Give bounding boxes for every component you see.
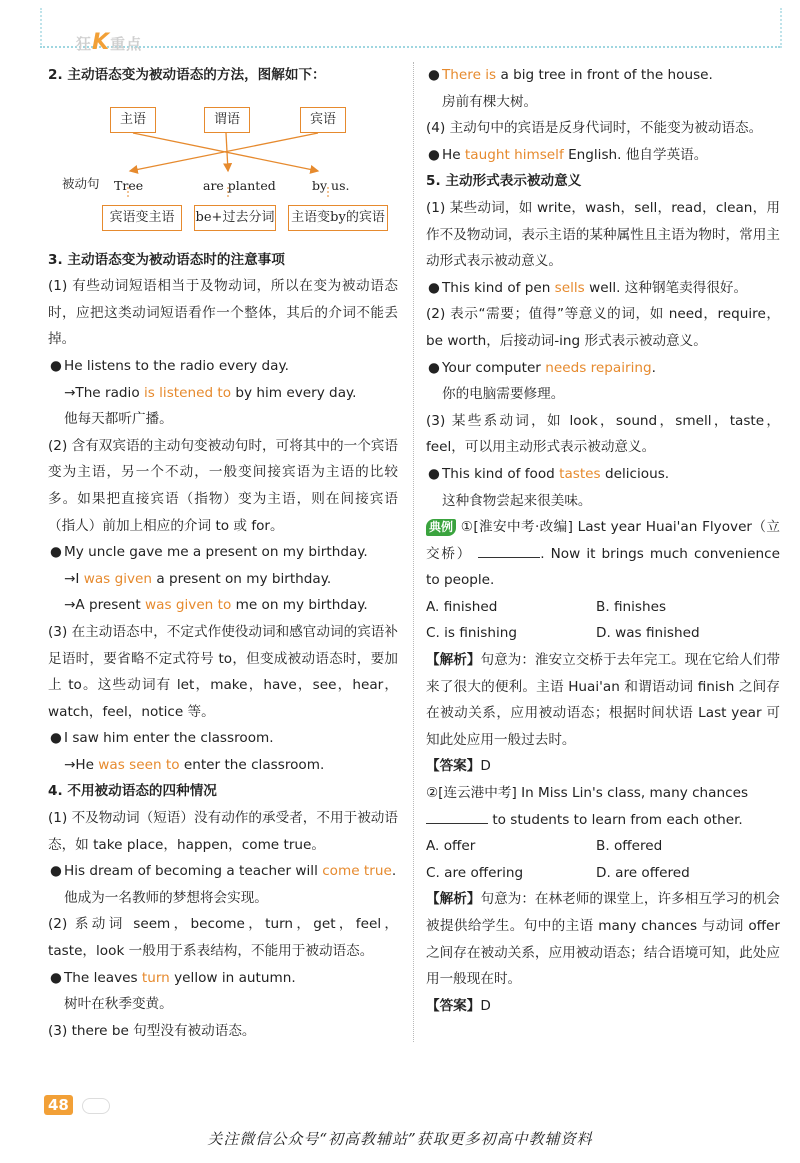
row-word-byus: by us.: [312, 177, 350, 193]
row-word-planted: are planted: [203, 177, 276, 193]
right-column: ● There is a big tree in front of the house. 房前有棵大树。 (4) 主动句中的宾语是反身代词时，不能变为被动语态。 ● He taught himself English. 他自学英语。 5. 主动形式表示被动意义 (1) 某些动词，如 write，wash，sell，read，clean，用作不及物动词，表示主语的某种属性且主语为物时，常用主动形式表示被动意义。 ● This kind of pen sells well. 这种钢笔卖得很好。 (2) 表示“需要；值得”等意义的词，如 need，require，be worth，后接动词-ing 形式表示被动意义。 ● Your computer needs repairing. 你的电脑需要修理。 (3) 某些系动词，如 look，sound，smell，taste，feel，可以用主动形式表示被动意义。 ● This kind of food tastes delicious. 这种食物尝起来很美味。 典例 ①[淮安中考·改编] Last year Huai'an Flyover（立交桥） . Now it brings much convenience to people. A. finished B. finishes C. is finishing D. was finished 【解析】句意为：淮安立交桥于去年完工。现在它给人们带来了很大的便利。主语 Huai'an 和谓语动词 finish 之间存在被动关系，应用被动语态；根据时间状语 Last year 可知此处应用一般过去时。 【答案】D ②[连云港中考] In Miss Lin's class, many chances to students to learn from each other. A. offer B. offered C. are offering D. are offered 【解析】句意为：在林老师的课堂上，许多相互学习的机会被提供给学生。句中的主语 many chances 与动词 offer 之间存在被动关系，应用被动语态；结合语境可知，此处应用一般现在时。 【答案】D: [426, 62, 780, 1019]
answer-blank: [478, 543, 540, 558]
note-4: (1) 不及物动词（短语）没有动作的承受者，不用于被动语态，如 take place，happen，come true。: [48, 810, 398, 853]
row-word-tree: Tree: [114, 177, 144, 193]
question-2-analysis: 【解析】句意为：在林老师的课堂上，许多相互学习的机会被提供给学生。句中的主语 many chances 与动词 offer 之间存在被动关系，应用被动语态；结合语境可知，此处应用一般现在时。: [426, 891, 781, 988]
example-2: ● My uncle gave me a present on my birthday.: [50, 544, 368, 561]
example-10: ● This kind of food tastes delicious.: [428, 465, 670, 482]
answer-blank: [426, 809, 488, 824]
row-label: 被动句: [62, 175, 100, 191]
box-be-past-participle: be+过去分词: [194, 205, 276, 231]
column-divider: [413, 62, 414, 1042]
box-predicate: 谓语: [204, 107, 250, 133]
question-1-analysis: 【解析】句意为：淮安立交桥于去年完工。现在它给人们带来了很大的便利。主语 Huai'an 和谓语动词 finish 之间存在被动关系，应用被动语态；根据时间状语 Last year 可知此处应用一般过去时。: [426, 652, 781, 748]
section-5-title: 5. 主动形式表示被动意义: [426, 173, 582, 190]
note-9: (2) 表示“需要；值得”等意义的词，如 need，require，be worth，后接动词-ing 形式表示被动意义。: [426, 306, 780, 349]
left-column: 2. 主动语态变为被动语态的方法，图解如下： 主语 谓语 宾语 被动句 Tree are planted by us. 宾语变主语 be+过去分词 主语变by的宾语 3. 主动语态变为被动语态时的注意事项 (1) 有些动词短语相当于及物动词，所以在变为被动语态时，应把这类动词短语看作一个整体，其后的介词不能丢掉。 ● He listens to the radio every day. →The radio is listened to by him every day. 他每天都听广播。 (2) 含有双宾语的主动句变被动句时，可将其中的一个宾语变为主语，另一个不动，一般变间接宾语为主语的比较多。如果把直接宾语（指物）变为主语，则在间接宾语（指人）前加上相应的介词 to 或 for。 ● My uncle gave me a present on my birthday. →I was given a present on my birthday. →A present was given to me on my birthday. (3) 在主动语态中，不定式作使役动词和感官动词的宾语补足语时，要省略不定式符号 to，但变成被动语态时，要加上 to。这些动词有 let，make，have，see，hear，watch，feel，notice 等。 ● I saw him enter the classroom. →He was seen to enter the classroom. 4. 不用被动语态的四种情况 (1) 不及物动词（短语）没有动作的承受者，不用于被动语态，如 take place，happen，come true。 ● His dream of becoming a teacher will come true. 他成为一名教师的梦想将会实现。 (2) 系动词 seem，become，turn，get，feel，taste，look 一般用于系表结构，不能用于被动语态。 ● The leaves turn yellow in autumn. 树叶在秋季变黄。 (3) there be 句型没有被动语态。: [48, 62, 398, 1044]
section-4-title: 4. 不用被动语态的四种情况: [48, 783, 217, 800]
question-1-options: A. finished B. finishes: [426, 598, 667, 615]
example-8: ● This kind of pen sells well. 这种钢笔卖得很好。: [428, 279, 748, 296]
note-7: (4) 主动句中的宾语是反身代词时，不能变为被动语态。: [426, 120, 763, 137]
example-4: ● His dream of becoming a teacher will come true.: [50, 863, 397, 880]
box-subject: 主语: [110, 107, 156, 133]
note-5: (2) 系动词 seem，become，turn，get，feel，taste，look 一般用于系表结构，不能用于被动语态。: [48, 916, 398, 960]
note-3: (3) 在主动语态中，不定式作使役动词和感官动词的宾语补足语时，要省略不定式符号 to，但变成被动语态时，要加上 to。这些动词有 let，make，have，see，hear，watch，feel，notice 等。: [48, 623, 398, 720]
logo: 狂K重点: [76, 30, 143, 55]
note-6: (3) there be 句型没有被动语态。: [48, 1022, 256, 1039]
note-8: (1) 某些动词，如 write，wash，sell，read，clean，用作不及物动词，表示主语的某种属性且主语为物时，常用主动形式表示被动意义。: [426, 199, 780, 270]
question-2-options: A. offer B. offered: [426, 838, 663, 855]
page-ornament-icon: [82, 1098, 110, 1114]
note-1: (1) 有些动词短语相当于及物动词，所以在变为被动语态时，应把这类动词短语看作一个整体，其后的介词不能丢掉。: [48, 278, 398, 348]
example-5: ● The leaves turn yellow in autumn.: [50, 969, 296, 986]
box-subject-to-by-object: 主语变by的宾语: [288, 205, 388, 231]
example-9: ● Your computer needs repairing.: [428, 359, 656, 376]
page-number: 48: [44, 1095, 73, 1115]
example-6: ● There is a big tree in front of the house.: [428, 67, 713, 83]
header-divider: [40, 46, 780, 49]
question-2-answer: 【答案】D: [426, 997, 491, 1014]
question-1-answer: 【答案】D: [426, 758, 491, 775]
question-1: 典例 ①[淮安中考·改编] Last year Huai'an Flyover（立交桥） . Now it brings much convenience to people.: [426, 519, 780, 589]
voice-diagram: [48, 89, 398, 247]
box-object-to-subject: 宾语变主语: [102, 205, 182, 231]
section-2-title: 2. 主动语态变为被动语态的方法，图解如下：: [48, 67, 326, 83]
box-object: 宾语: [300, 107, 346, 133]
section-3-title: 3. 主动语态变为被动语态时的注意事项: [48, 251, 285, 268]
header-frame: [40, 8, 782, 48]
question-2: ②[连云港中考] In Miss Lin's class, many chances to students to learn from each other.: [426, 785, 749, 828]
note-2: (2) 含有双宾语的主动句变被动句时，可将其中的一个宾语变为主语，另一个不动，一般变间接宾语为主语的比较多。如果把直接宾语（指物）变为主语，则在间接宾语（指人）前加上相应的介词 to 或 for。: [48, 437, 398, 534]
note-10: (3) 某些系动词，如 look，sound，smell，taste，feel，可以用主动形式表示被动意义。: [426, 412, 780, 456]
example-tag: 典例: [426, 519, 456, 536]
example-1: ● He listens to the radio every day.: [50, 357, 289, 374]
example-7: ● He taught himself English. 他自学英语。: [428, 146, 708, 163]
footer-note: 关注微信公众号“初高教辅站”获取更多初高中教辅资料: [207, 1130, 593, 1148]
example-3: ● I saw him enter the classroom.: [50, 730, 274, 747]
